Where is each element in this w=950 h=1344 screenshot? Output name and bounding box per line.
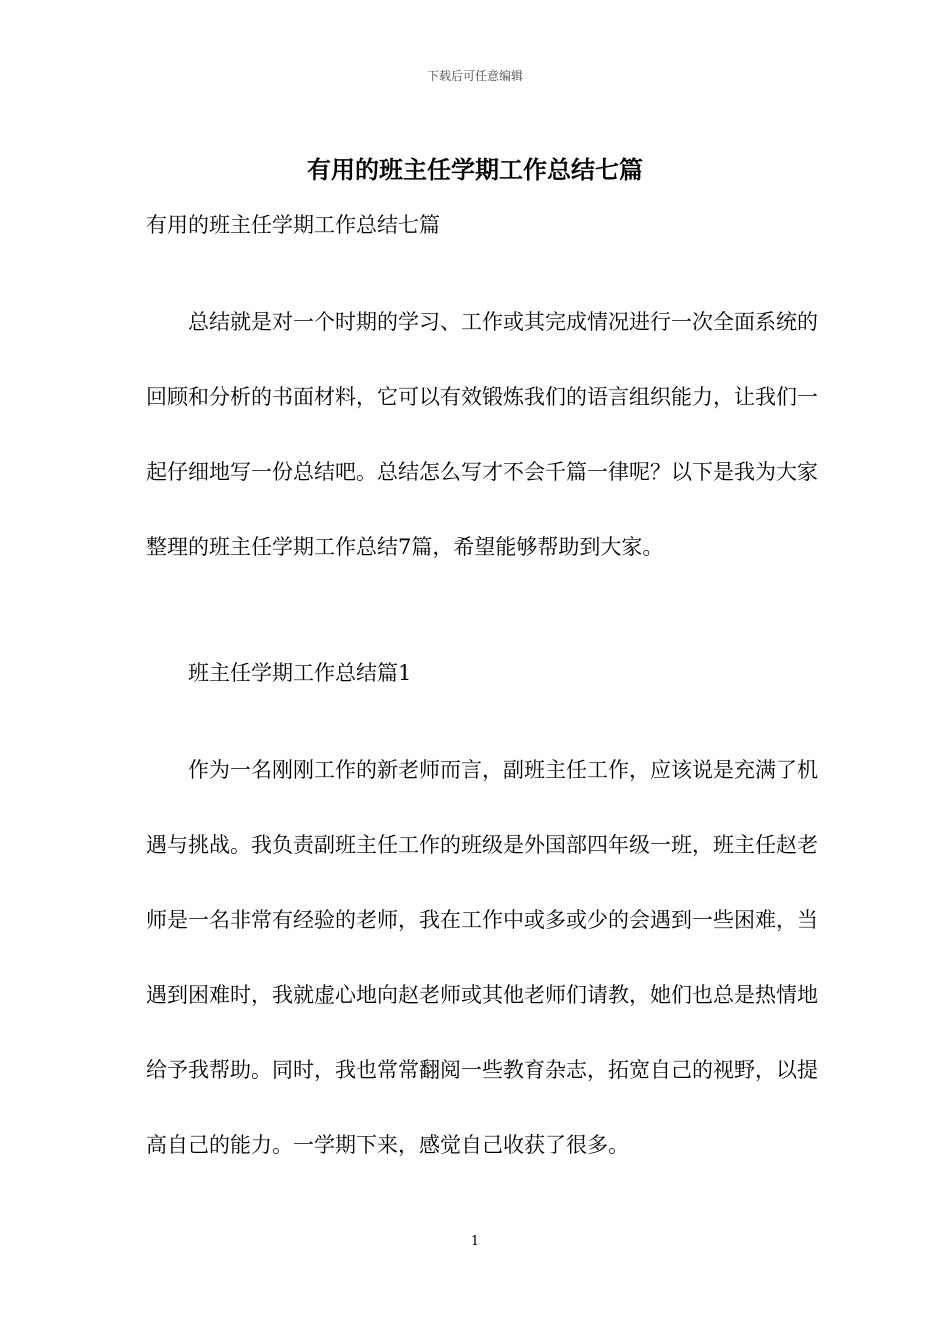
page-header: 下载后可任意编辑 xyxy=(426,69,523,83)
intro-paragraph: 总结就是对一个时期的学习、工作或其完成情况进行一次全面系统的回顾和分析的书面材料，它可以有效锻炼我们的语言组织能力，让我们一起仔细地写一份总结吧。总结怎么写才不会千篇一律呢？以下是我为大家整理的班主任学期工作总结7篇，希望能够帮助到大家。 xyxy=(146,310,818,559)
page-number: 1 xyxy=(470,1234,480,1249)
document-title: 有用的班主任学期工作总结七篇 xyxy=(307,155,643,184)
document-subtitle: 有用的班主任学期工作总结七篇 xyxy=(146,213,440,237)
section-paragraph: 作为一名刚刚工作的新老师而言，副班主任工作，应该说是充满了机遇与挑战。我负责副班主任工作的班级是外国部四年级一班，班主任赵老师是一名非常有经验的老师，我在工作中或多或少的会遇到一些困难，当遇到困难时，我就虚心地向赵老师或其他老师们请教，她们也总是热情地给予我帮助。同时，我也常常翻阅一些教育杂志，拓宽自己的视野，以提高自己的能力。一学期下来，感觉自己收获了很多。 xyxy=(146,758,818,1157)
section-heading: 班主任学期工作总结篇1 xyxy=(188,661,412,685)
